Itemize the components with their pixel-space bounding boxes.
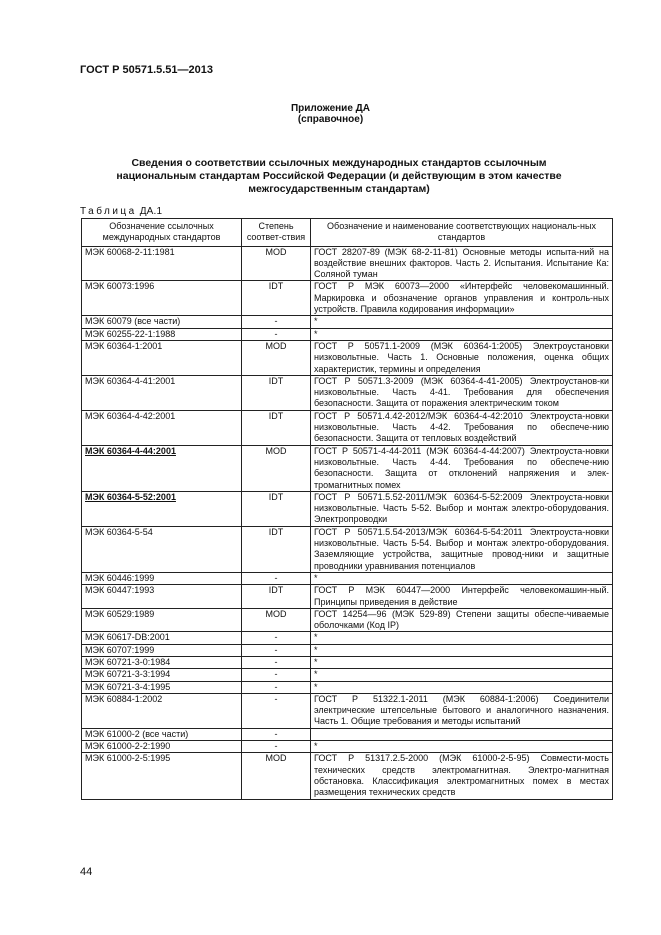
degree-cell: - [242,681,311,693]
degree-cell: MOD [242,753,311,799]
table-caption [80,206,162,217]
reference-standard-cell: МЭК 60364-5-52:2001 [82,491,242,526]
national-standard-cell: ГОСТ Р 51317.2.5-2000 (МЭК 61000-2-5-95) Совмести-мость технических средств электромагнитная. Электро-магнитная обстановка. Классификация электромагнитных помех в местах размещения технических средств [311,753,613,799]
degree-cell: - [242,741,311,753]
reference-standard-cell: МЭК 60617-DB:2001 [82,632,242,644]
reference-standard-cell: МЭК 60079 (все части) [82,316,242,328]
national-standard-cell: ГОСТ Р 51322.1-2011 (МЭК 60884-1:2006) Соединители электрические штепсельные бытового и аналогичного назначения. Часть 1. Общие требования и методы испытаний [311,693,613,728]
table-row [82,375,613,410]
national-standard-cell: ГОСТ 14254—96 (МЭК 529-89) Степени защиты обеспе-чиваемые оболочками (Код IP) [311,608,613,632]
table-header-row [82,219,613,247]
national-standard-cell: ГОСТ Р 50571.5.54-2013/МЭК 60364-5-54:2011 Электроуста-новки низковольтные. Часть 5-54. Выбор и монтаж электро-оборудования. Заземляющие устройства, защитные провод-ники и защитные проводники уравнивания потенциалов [311,526,613,572]
table-body [82,246,613,799]
national-standard-cell: * [311,644,613,656]
reference-standard-cell: МЭК 60721-3-4:1995 [82,681,242,693]
degree-cell: MOD [242,340,311,375]
correspondence-table [81,218,613,800]
reference-standard-cell: МЭК 60068-2-11:1981 [82,246,242,281]
reference-standard-cell: МЭК 60364-4-42:2001 [82,410,242,445]
column-header-reference: Обозначение ссылочных международных стандартов [82,219,242,247]
reference-standard-cell: МЭК 60255-22-1:1988 [82,328,242,340]
degree-cell: - [242,328,311,340]
degree-cell: MOD [242,445,311,491]
table-row [82,246,613,281]
degree-cell: - [242,644,311,656]
national-standard-cell: * [311,572,613,584]
standard-designation: ГОСТ Р 50571.5.51—2013 [80,64,214,76]
reference-standard-cell: МЭК 60707:1999 [82,644,242,656]
table-row [82,693,613,728]
table-caption-number: ДА.1 [139,206,163,217]
national-standard-cell: ГОСТ Р 50571.1-2009 (МЭК 60364-1:2005) Электроустановки низковольтные. Часть 1. Основные положения, оценка общих характеристик, термины и определения [311,340,613,375]
reference-standard-cell: МЭК 60364-4-41:2001 [82,375,242,410]
table-row [82,410,613,445]
national-standard-cell: ГОСТ Р 50571.4.42-2012/МЭК 60364-4-42:2010 Электроуста-новки низковольтные. Часть 4-42. Требования по обеспече-нию безопасности. Защита от тепловых воздействий [311,410,613,445]
reference-standard-cell: МЭК 60447:1993 [82,585,242,609]
national-standard-cell: ГОСТ Р МЭК 60073—2000 «Интерфейс человекомашинный. Маркировка и обозначение органов управления и контроль-ных устройств. Правила кодирования информации» [311,281,613,316]
reference-standard-cell: МЭК 61000-2-2:1990 [82,741,242,753]
degree-cell: IDT [242,491,311,526]
degree-cell: IDT [242,281,311,316]
appendix-title: Приложение ДА [290,103,371,114]
appendix-block [0,103,661,125]
degree-cell: - [242,316,311,328]
national-standard-cell: ГОСТ Р 50571.5.52-2011/МЭК 60364-5-52:2009 Электроуста-новки низковольтные. Часть 5-52. Выбор и монтаж электро-оборудования. Электропроводки [311,491,613,526]
table-row [82,316,613,328]
national-standard-cell: * [311,316,613,328]
national-standard-cell: ГОСТ Р 50571-4-44-2011 (МЭК 60364-4-44:2007) Электроуста-новки низковольтные. Часть 4-44. Требования по обеспече-нию безопасности. Защита от отклонений напряжения и элек-тромагнитных помех [311,445,613,491]
table-row [82,281,613,316]
reference-standard-cell: МЭК 60446:1999 [82,572,242,584]
national-standard-cell: * [311,741,613,753]
degree-cell: - [242,693,311,728]
degree-cell: - [242,728,311,740]
national-standard-cell [311,728,613,740]
table-row [82,572,613,584]
reference-standard-cell: МЭК 60364-1:2001 [82,340,242,375]
reference-standard-cell: МЭК 60073:1996 [82,281,242,316]
column-header-national: Обозначение и наименование соответствующих националь-ных стандартов [311,219,613,247]
reference-standard-cell: МЭК 60884-1:2002 [82,693,242,728]
degree-cell: IDT [242,375,311,410]
table-row [82,681,613,693]
table-row [82,728,613,740]
reference-standard-cell: МЭК 60529:1989 [82,608,242,632]
reference-standard-cell: МЭК 60364-4-44:2001 [82,445,242,491]
degree-cell: - [242,669,311,681]
table-row [82,340,613,375]
degree-cell: - [242,632,311,644]
national-standard-cell: * [311,328,613,340]
degree-cell: - [242,572,311,584]
table-row [82,585,613,609]
table-row [82,644,613,656]
reference-standard-cell: МЭК 61000-2-5:1995 [82,753,242,799]
degree-cell: IDT [242,410,311,445]
table-row [82,491,613,526]
national-standard-cell: * [311,669,613,681]
degree-cell: MOD [242,608,311,632]
appendix-note: (справочное) [297,114,364,125]
national-standard-cell: * [311,656,613,668]
table-row [82,445,613,491]
table-row [82,656,613,668]
column-header-degree: Степень соответ-ствия [242,219,311,247]
national-standard-cell: ГОСТ Р МЭК 60447—2000 Интерфейс человекомашин-ный. Принципы приведения в действие [311,585,613,609]
degree-cell: IDT [242,526,311,572]
national-standard-cell: ГОСТ 28207-89 (МЭК 68-2-11-81) Основные методы испыта-ний на воздействие внешних факторов. Часть 2. Испытания. Испытание Ка: Соляной туман [311,246,613,281]
table-caption-word: Таблица [80,206,137,217]
degree-cell: IDT [242,585,311,609]
national-standard-cell: * [311,632,613,644]
table-row [82,753,613,799]
reference-standard-cell: МЭК 60721-3-0:1984 [82,656,242,668]
section-heading: Сведения о соответствии ссылочных международных стандартов ссылочным национальным стандартам Российской Федерации (и действующим в этом качестве межгосударственным стандартам) [116,157,562,195]
table-row [82,608,613,632]
page-number: 44 [80,866,93,878]
reference-standard-cell: МЭК 61000-2 (все части) [82,728,242,740]
table-row [82,328,613,340]
table-row [82,669,613,681]
degree-cell: - [242,656,311,668]
national-standard-cell: * [311,681,613,693]
degree-cell: MOD [242,246,311,281]
table-row [82,741,613,753]
table-row [82,526,613,572]
reference-standard-cell: МЭК 60364-5-54 [82,526,242,572]
national-standard-cell: ГОСТ Р 50571.3-2009 (МЭК 60364-4-41-2005) Электроустанов-ки низковольтные. Часть 4-41. Требования для обеспечения безопасности. Защита от поражения электрическим током [311,375,613,410]
table-row [82,632,613,644]
reference-standard-cell: МЭК 60721-3-3:1994 [82,669,242,681]
